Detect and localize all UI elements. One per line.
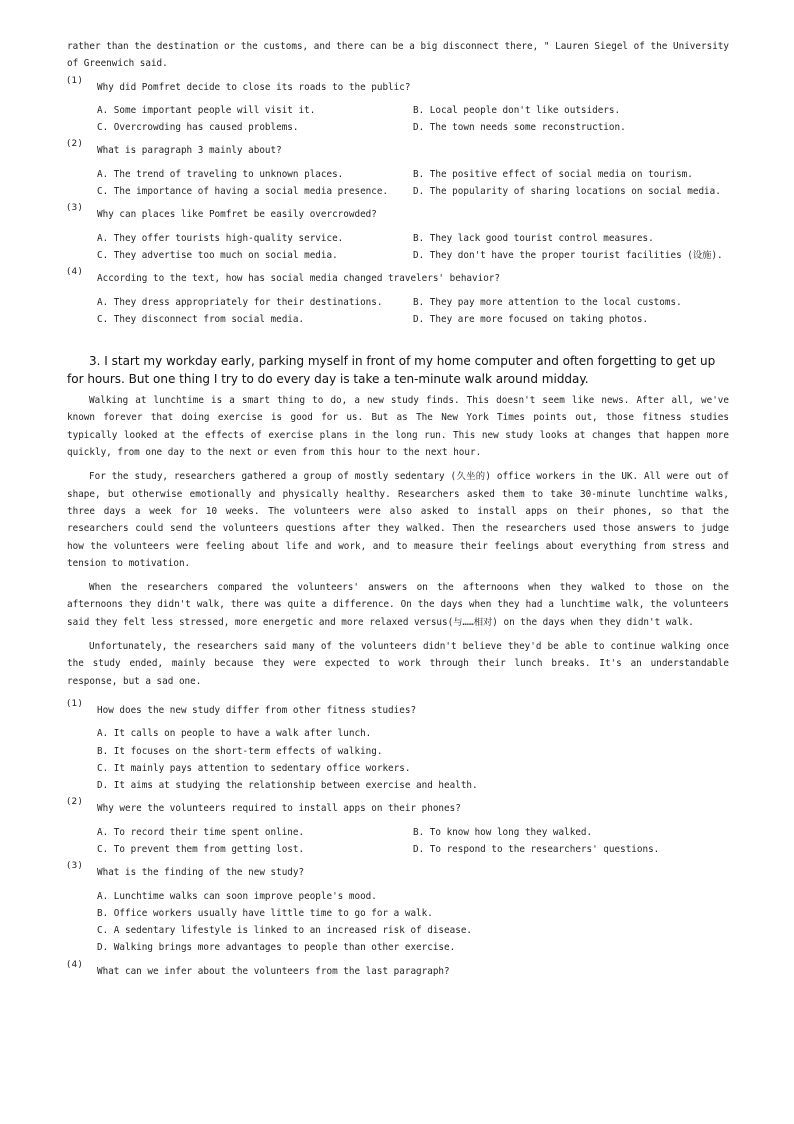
option-c: C. It mainly pays attention to sedentary office workers. [97, 762, 411, 774]
options-p2-1 [67, 102, 729, 137]
question-text: What is the finding of the new study? [97, 867, 305, 879]
option-d: D. The town needs some reconstruction. [413, 122, 626, 134]
option-b: B. Office workers usually have little time to go for a walk. [97, 907, 433, 919]
option-d [413, 247, 729, 264]
passage3-paragraph: Walking at lunchtime is a smart thing to do, a new study finds. This doesn't seem like news. After all, we've known forever that doing exercise is good for us. But as The New York Times points out, those fitness studies typically looked at the effects of exercise plans in the long run. This new study looks at changes that happen more quickly, from one day to the next or even from this hour to the next hour. [67, 395, 729, 459]
question-p3-2 [67, 797, 729, 817]
question-text: Why were the volunteers required to install apps on their phones? [97, 803, 461, 815]
option-a: A. The trend of traveling to unknown places. [97, 168, 344, 180]
option-label: D. [413, 186, 430, 198]
option-d: D. To respond to the researchers' questions. [413, 843, 660, 855]
option-d: D. They are more focused on taking photos. [413, 313, 649, 325]
option-c: C. They disconnect from social media. [97, 313, 305, 325]
question-text: What can we infer about the volunteers from the last paragraph? [97, 965, 450, 977]
question-number: (4) [67, 267, 83, 278]
options-p2-2 [67, 166, 729, 201]
option-b: B. To know how long they walked. [413, 826, 593, 838]
options-p2-4 [67, 294, 729, 329]
option-b: B. It focuses on the short-term effects of walking. [97, 745, 383, 757]
option-a: A. To record their time spent online. [97, 826, 305, 838]
question-text: How does the new study differ from other fitness studies? [97, 704, 417, 716]
option-d: D. It aims at studying the relationship between exercise and health. [97, 780, 478, 792]
passage2-tail: rather than the destination or the customs, and there can be a big disconnect there, " Lauren Siegel of the University of Greenwich said. [67, 41, 729, 70]
question-p3-1 [67, 698, 729, 719]
question-p3-3 [67, 861, 729, 881]
question-text: According to the text, how has social media changed travelers' behavior? [97, 273, 500, 285]
option-text: The popularity of sharing locations on social media. [429, 186, 721, 198]
question-p2-4 [67, 267, 729, 287]
exam-page [67, 38, 729, 980]
option-a: A. Lunchtime walks can soon improve people's mood. [97, 890, 377, 902]
question-text: Why did Pomfret decide to close its roads to the public? [97, 81, 411, 93]
option-c: C. A sedentary lifestyle is linked to an increased risk of disease. [97, 925, 473, 937]
option-label: D. [413, 249, 430, 261]
question-number: (3) [67, 203, 83, 214]
question-p2-3 [67, 203, 729, 223]
option-b: B. Local people don't like outsiders. [413, 104, 621, 116]
option-a: A. They offer tourists high-quality service. [97, 232, 344, 244]
question-number: (3) [67, 861, 83, 872]
option-d [413, 183, 729, 200]
option-a: A. Some important people will visit it. [97, 104, 316, 116]
option-c: C. They advertise too much on social media. [97, 249, 338, 261]
option-a: A. It calls on people to have a walk after lunch. [97, 728, 372, 740]
question-number: (1) [67, 698, 83, 709]
passage3-heading: 3. I start my workday early, parking myself in front of my home computer and often forgetting to get up for hours. But one thing I try to do every day is take a ten-minute walk around midday. [67, 354, 716, 387]
question-p2-2 [67, 139, 729, 159]
passage3-paragraph: When the researchers compared the volunteers' answers on the afternoons when they walked to those on the afternoons they didn't walk, there was quite a difference. On the days when they had a lunchtime walk, the volunteers said they felt less stressed, more energetic and more relaxed versus(与……相对) on the days when they didn't walk. [67, 582, 729, 628]
option-d: D. Walking brings more advantages to people than other exercise. [97, 942, 456, 954]
passage3-paragraph: Unfortunately, the researchers said many of the volunteers didn't believe they'd be able to continue walking once the study ended, mainly because they were expected to work through their lunch breaks. It's an understandable response, but a sad one. [67, 641, 729, 687]
options-p3-3 [67, 888, 729, 957]
question-number: (4) [67, 959, 83, 970]
options-p2-3 [67, 230, 729, 265]
question-text: Why can places like Pomfret be easily overcrowded? [97, 209, 377, 221]
options-p3-1 [67, 725, 729, 794]
question-number: (2) [67, 139, 83, 150]
options-p3-2 [67, 824, 729, 859]
option-c: C. Overcrowding has caused problems. [97, 122, 299, 134]
question-number: (1) [67, 75, 83, 86]
option-a: A. They dress appropriately for their destinations. [97, 296, 383, 308]
question-number: (2) [67, 797, 83, 808]
question-p3-4 [67, 959, 729, 980]
option-b: B. They pay more attention to the local customs. [413, 296, 682, 308]
question-text: What is paragraph 3 mainly about? [97, 145, 282, 157]
option-b: B. The positive effect of social media on tourism. [413, 168, 693, 180]
passage3-paragraph: For the study, researchers gathered a group of mostly sedentary (久坐的) office workers in the UK. All were out of shape, but otherwise emotionally and physically healthy. Researchers asked them to take 30-minute lunchtime walks, three days a week for 10 weeks. The volunteers were also asked to install apps on their phones, so that the researchers could send the volunteers questions after they walked. Then the researchers used those answers to judge how the volunteers were feeling about life and work, and to measure their feelings about everything from stress and tension to motivation. [67, 471, 729, 569]
option-b: B. They lack good tourist control measures. [413, 232, 654, 244]
option-c: C. To prevent them from getting lost. [97, 843, 305, 855]
option-c: C. The importance of having a social media presence. [97, 186, 389, 198]
option-text: They don't have the proper tourist facilities (设施). [429, 249, 723, 261]
question-p2-1 [67, 75, 729, 96]
